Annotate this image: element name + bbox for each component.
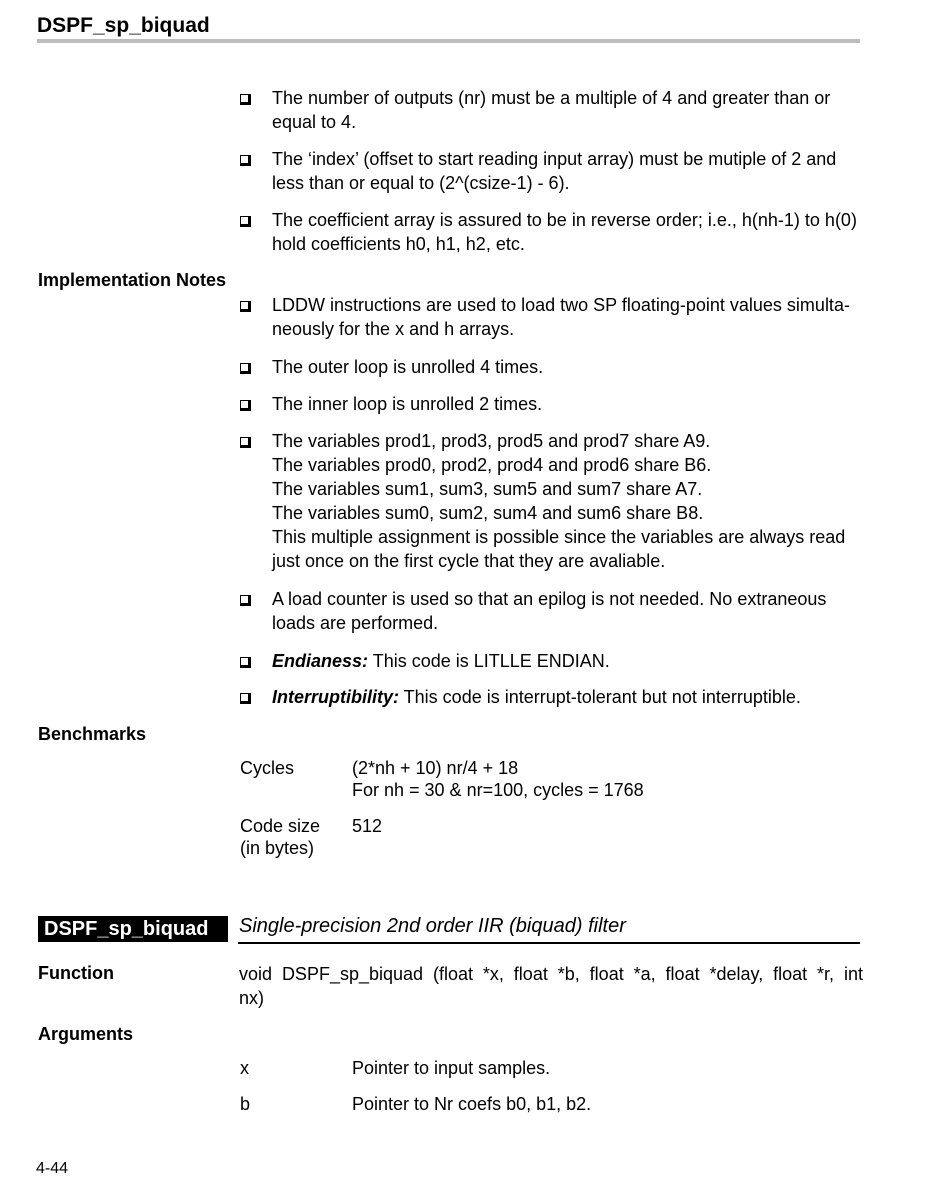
section-name-badge: DSPF_sp_biquad — [38, 916, 228, 942]
checkbox-bullet-icon — [240, 437, 251, 448]
list-item — [240, 429, 863, 573]
cycles-example: For nh = 30 & nr=100, cycles = 1768 — [352, 780, 644, 800]
section-rule — [238, 942, 860, 944]
bullet-text-line: equal to 4. — [272, 112, 357, 132]
bullet-text-line: The variables sum1, sum3, sum5 and sum7 share A7. — [272, 479, 703, 499]
list-item — [240, 685, 863, 709]
bullet-text-line: hold coefficients h0, h1, h2, etc. — [272, 234, 525, 254]
arguments-heading: Arguments — [38, 1024, 134, 1044]
bullet-text-line: The number of outputs (nr) must be a multiple of 4 and greater than or — [272, 88, 831, 108]
list-item — [240, 587, 863, 635]
bullet-text-line: The variables sum0, sum2, sum4 and sum6 share B8. — [272, 503, 704, 523]
list-item — [240, 293, 863, 341]
bullet-text-line: The variables prod1, prod3, prod5 and prod7 share A9. — [272, 431, 711, 451]
list-item — [240, 355, 863, 379]
function-heading: Function — [38, 963, 114, 983]
checkbox-bullet-icon — [240, 400, 251, 411]
list-item — [240, 649, 863, 673]
bullet-text-line: loads are performed. — [272, 613, 439, 633]
interruptibility-label: Interruptibility: — [272, 687, 399, 707]
checkbox-bullet-icon — [240, 94, 251, 105]
checkbox-bullet-icon — [240, 595, 251, 606]
code-size-label: Code size — [240, 816, 321, 836]
endianess-label: Endianess: — [272, 651, 369, 671]
cycles-formula: (2*nh + 10) nr/4 + 18 — [352, 758, 519, 778]
bullet-text-line: just once on the first cycle that they are avaliable. — [272, 551, 666, 571]
endianess-text: This code is LITLLE ENDIAN. — [368, 651, 610, 671]
cycles-label: Cycles — [240, 758, 295, 778]
section-title: Single-precision 2nd order IIR (biquad) filter — [239, 915, 626, 937]
benchmarks-heading: Benchmarks — [38, 724, 147, 744]
bullet-text-line: The variables prod0, prod2, prod4 and prod6 share B6. — [272, 455, 712, 475]
bullet-text-line: This multiple assignment is possible since the variables are always read — [272, 527, 846, 547]
checkbox-bullet-icon — [240, 216, 251, 227]
bullet-text-line: The ‘index’ (offset to start reading input array) must be mutiple of 2 and — [272, 149, 837, 169]
bullet-text-line: neously for the x and h arrays. — [272, 319, 515, 339]
bullet-text-line: LDDW instructions are used to load two SP floating-point values simulta- — [272, 295, 850, 315]
argument-description: Pointer to input samples. — [352, 1058, 551, 1078]
bullet-text-line: The inner loop is unrolled 2 times. — [272, 394, 543, 414]
function-signature: void DSPF_sp_biquad (float *x, float *b, float *a, float *delay, float *r, int nx) — [239, 964, 863, 1008]
interruptibility-text: This code is interrupt-tolerant but not interruptible. — [399, 687, 801, 707]
running-header-title: DSPF_sp_biquad — [37, 14, 210, 37]
code-size-unit-label: (in bytes) — [240, 838, 315, 858]
list-item — [240, 392, 863, 416]
checkbox-bullet-icon — [240, 301, 251, 312]
bullet-text-line: The outer loop is unrolled 4 times. — [272, 357, 544, 377]
checkbox-bullet-icon — [240, 155, 251, 166]
bullet-text-line: A load counter is used so that an epilog is not needed. No extraneous — [272, 589, 827, 609]
header-rule — [37, 39, 860, 43]
code-size-value: 512 — [352, 816, 383, 836]
list-item — [240, 147, 863, 195]
implementation-notes-heading: Implementation Notes — [38, 270, 227, 290]
bullet-text-line: less than or equal to (2^(csize-1) - 6). — [272, 173, 570, 193]
checkbox-bullet-icon — [240, 363, 251, 374]
bullet-text-line: The coefficient array is assured to be in reverse order; i.e., h(nh-1) to h(0) — [272, 210, 857, 230]
list-item — [240, 86, 863, 134]
argument-description: Pointer to Nr coefs b0, b1, b2. — [352, 1094, 592, 1114]
page-number: 4-44 — [36, 1160, 69, 1177]
checkbox-bullet-icon — [240, 657, 251, 668]
list-item — [240, 208, 863, 256]
argument-name: x — [240, 1058, 249, 1078]
argument-name: b — [240, 1094, 251, 1114]
checkbox-bullet-icon — [240, 693, 251, 704]
